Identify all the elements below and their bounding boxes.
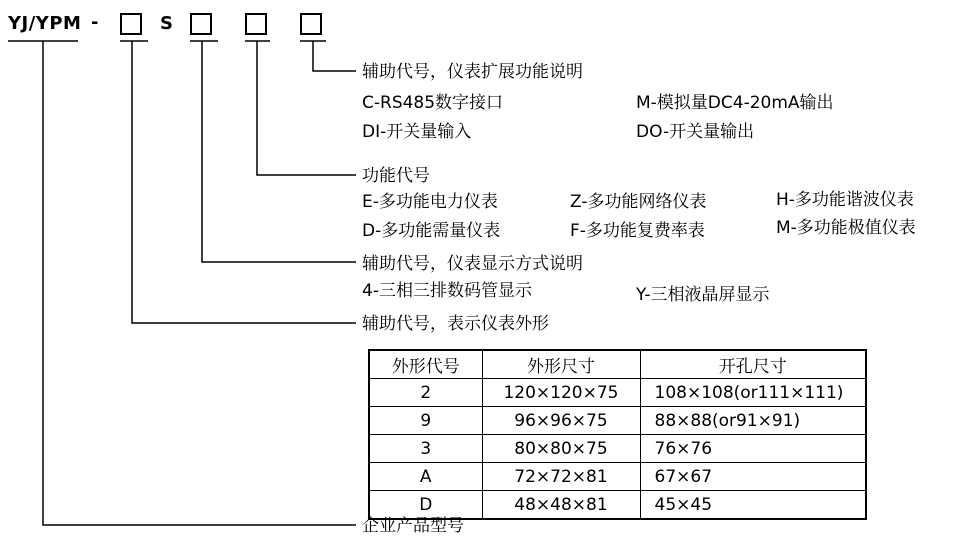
function-item: F-多功能复费率表 [570,221,705,241]
product-title: 企业产品型号 [362,516,464,536]
table-header-row [369,350,866,379]
table-cell: 67×67 [640,463,866,491]
table-cell: D [369,491,482,520]
code-box-shape [120,13,142,35]
table-cell: 108×108(or111×111) [640,379,866,407]
aux-comm-item: M-模拟量DC4-20mA输出 [636,93,834,113]
table-row [369,463,866,491]
function-item: H-多功能谐波仪表 [776,190,914,210]
aux-comm-item: C-RS485数字接口 [362,93,504,113]
model-s-letter: S [160,13,174,34]
function-item: Z-多功能网络仪表 [570,192,707,212]
table-row [369,491,866,520]
function-item: E-多功能电力仪表 [362,192,498,212]
display-title: 辅助代号，仪表显示方式说明 [362,254,583,274]
shape-connector [132,41,356,323]
table-cell: 120×120×75 [482,379,640,407]
model-prefix: YJ/YPM [8,13,82,34]
table-cell: 48×48×81 [482,491,640,520]
aux-comm-title: 辅助代号，仪表扩展功能说明 [362,62,583,82]
function-title: 功能代号 [362,166,430,186]
table-row [369,435,866,463]
table-cell: 9 [369,407,482,435]
display-item: 4-三相三排数码管显示 [362,281,532,301]
table-row [369,379,866,407]
table-cell: 3 [369,435,482,463]
table-cell: A [369,463,482,491]
aux-comm-connector [313,41,356,71]
table-cell: 2 [369,379,482,407]
table-cell: 45×45 [640,491,866,520]
table-cell: 96×96×75 [482,407,640,435]
function-item: D-多功能需量仪表 [362,221,501,241]
aux-comm-item: DO-开关量输出 [636,122,755,142]
table-cell: 72×72×81 [482,463,640,491]
code-box-aux [300,13,322,35]
table-cell: 80×80×75 [482,435,640,463]
display-connector [202,41,356,262]
function-item: M-多功能极值仪表 [776,218,916,238]
table-header-cell: 开孔尺寸 [640,350,866,379]
product-connector [43,41,356,525]
function-connector [257,41,356,175]
table-header-cell: 外形尺寸 [482,350,640,379]
code-box-display [190,13,212,35]
table-row [369,407,866,435]
table-cell: 76×76 [640,435,866,463]
table-cell: 88×88(or91×91) [640,407,866,435]
display-item: Y-三相液晶屏显示 [636,285,770,305]
table-header-cell: 外形代号 [369,350,482,379]
shape-table [368,349,867,520]
code-box-function [245,13,267,35]
shape-title: 辅助代号，表示仪表外形 [362,314,549,334]
model-dash: - [91,12,99,33]
aux-comm-item: DI-开关量输入 [362,122,472,142]
